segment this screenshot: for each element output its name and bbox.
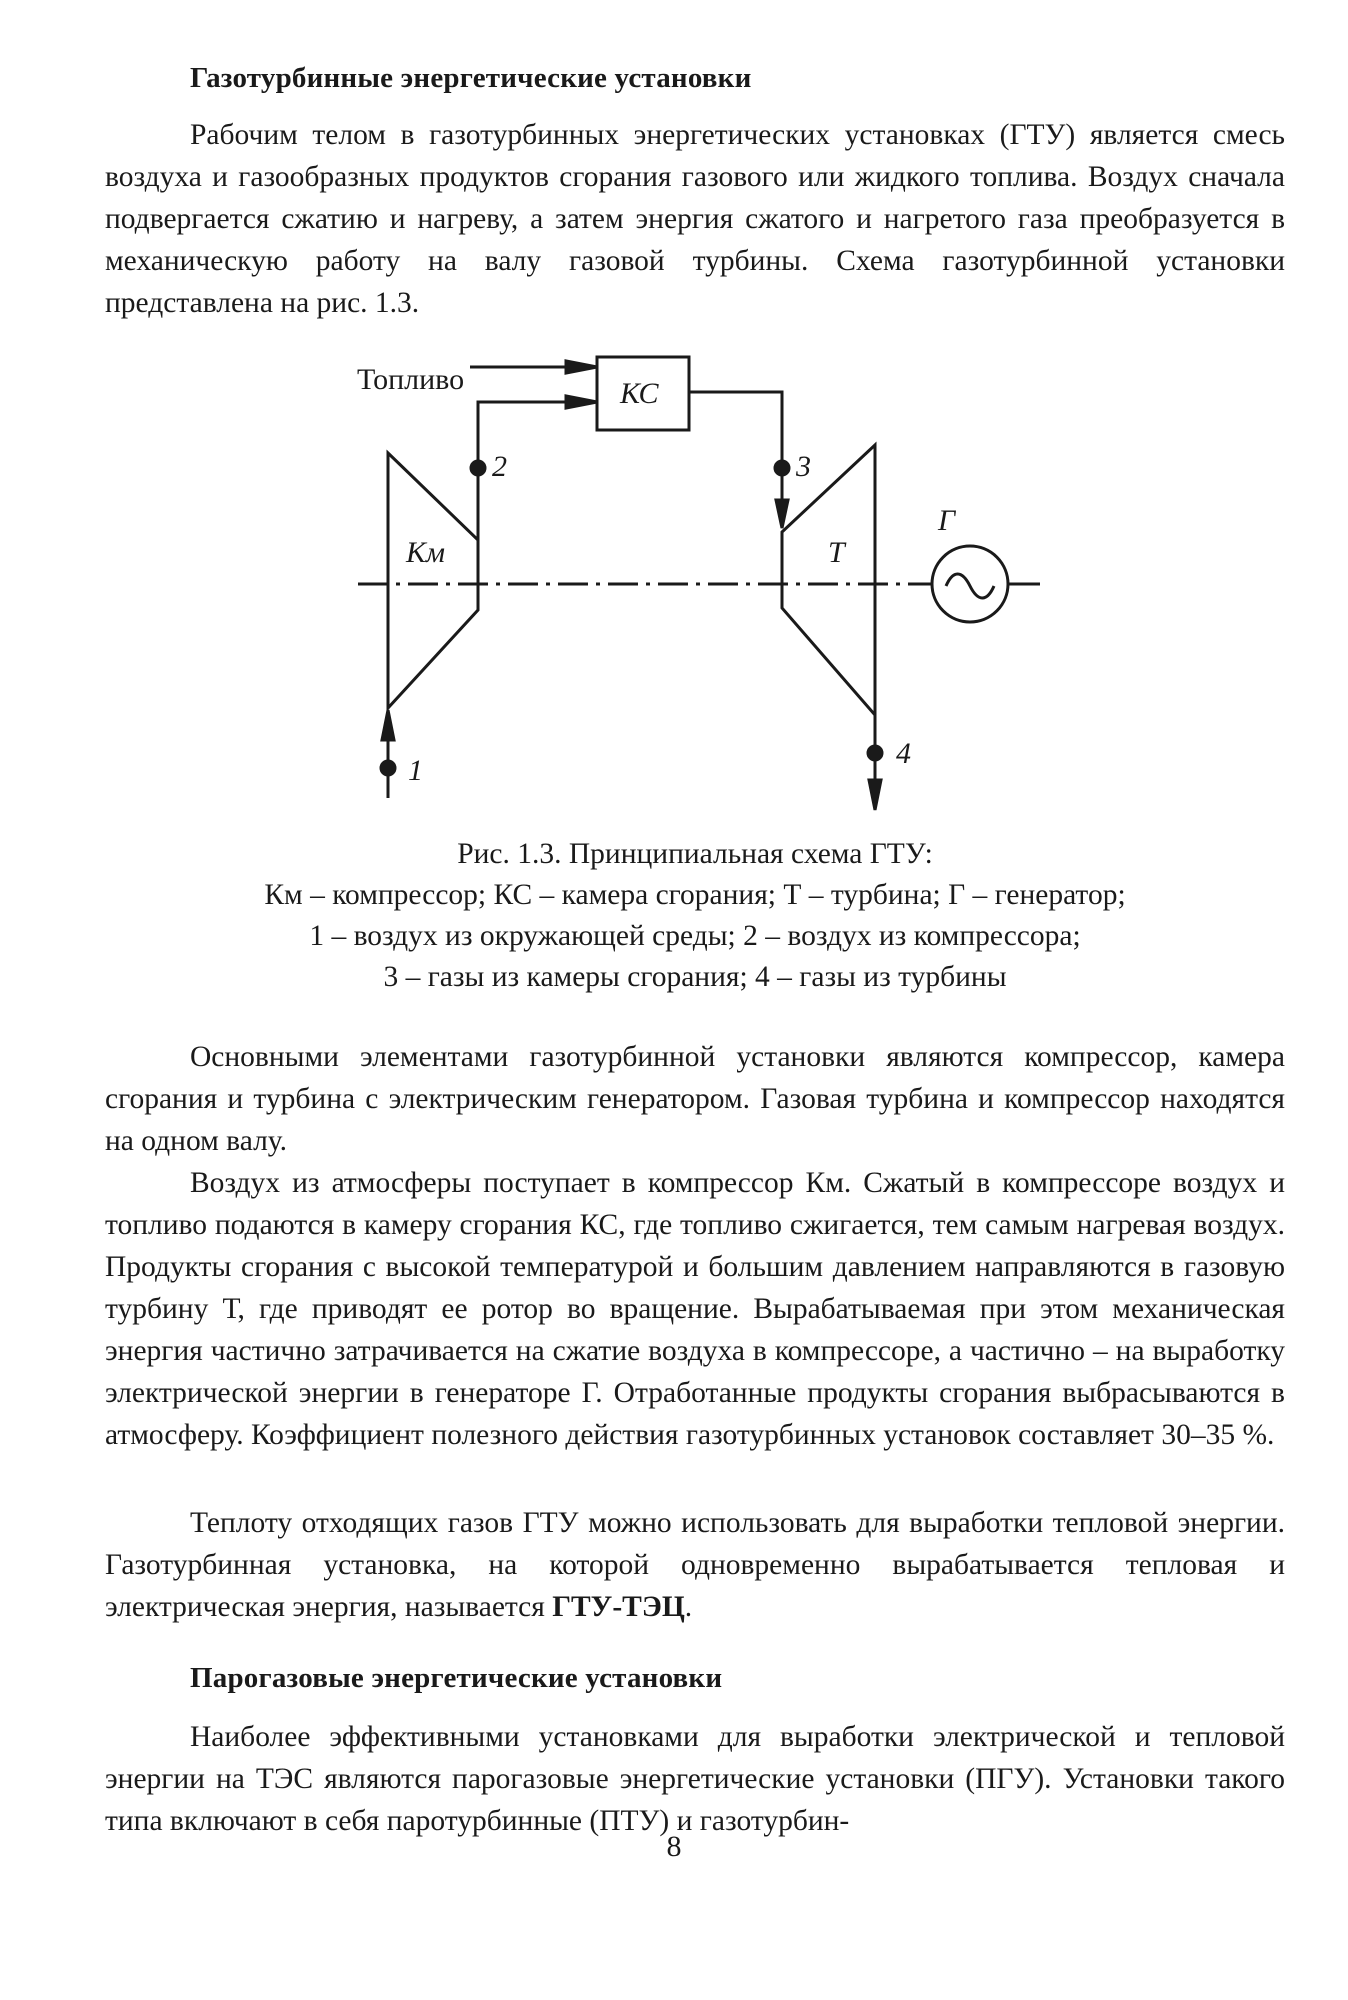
paragraph-cogeneration [105, 1502, 1285, 1628]
point-1-label: 1 [408, 754, 423, 787]
fuel-arrow-head [566, 361, 597, 373]
paragraph-elements: Основными элементами газотурбинной установки являются компрессор, камера сгорания и турбина с электрическим генератором. Газовая турбина и компрессор находятся на одном валу. [105, 1041, 1285, 1157]
gtu-tec-term: ГТУ-ТЭЦ [552, 1591, 685, 1623]
point-4-dot [868, 746, 882, 760]
point-2-dot [471, 461, 485, 475]
cogeneration-text: Теплоту отходящих газов ГТУ можно использовать для выработки тепловой энергии. Газотурбинная установка, на которой одновременно вырабатывается тепловая и электрическая энергия, называется [105, 1507, 1285, 1623]
generator-label: Г [938, 504, 956, 537]
caption-title: Рис. 1.3. Принципиальная схема ГТУ: [457, 838, 933, 870]
inlet-air-arrow-head [382, 710, 394, 740]
paragraph-intro: Рабочим телом в газотурбинных энергетических установках (ГТУ) является смесь воздуха и газообразных продуктов сгорания газового или жидкого топлива. Воздух сначала подвергается сжатию и нагреву, а затем энергия сжатого и нагретого газа преобразуется в механическую работу на валу газовой турбины. Схема газотурбинной установки представлена на рис. 1.3. [105, 119, 1285, 319]
figure-caption [105, 834, 1285, 998]
section-heading-pgu: Парогазовые энергетические установки [190, 1662, 723, 1694]
turbine-label: Т [828, 536, 845, 569]
section-heading-gtu: Газотурбинные энергетические установки [190, 62, 752, 94]
caption-line-3: 3 – газы из камеры сгорания; 4 – газы из турбины [383, 961, 1007, 993]
generator-sine-icon [946, 574, 994, 598]
exhaust-arrow-head [869, 780, 881, 810]
compressor-shape [388, 453, 478, 708]
point-3-dot [775, 461, 789, 475]
caption-line-2: 1 – воздух из окружающей среды; 2 – воздух из компрессора; [309, 920, 1081, 952]
compressed-air-arrow-head [566, 396, 597, 408]
hot-gas-arrow-head [776, 500, 788, 528]
gtu-schematic-figure [0, 350, 1348, 840]
turbine-shape [782, 445, 875, 715]
point-3-label: 3 [796, 450, 811, 483]
compressor-label: Км [406, 536, 446, 569]
combustion-chamber-label: КС [620, 377, 659, 410]
fuel-label: Топливо [357, 363, 465, 396]
page-number: 8 [666, 1830, 682, 1863]
hot-gas-line [689, 392, 782, 522]
point-2-label: 2 [492, 450, 507, 483]
paragraph-process: Воздух из атмосферы поступает в компрессор Км. Сжатый в компрессоре воздух и топливо подаются в камеру сгорания КС, где топливо сжигается, тем самым нагревая воздух. Продукты сгорания с высокой температурой и большим давлением направляются в газовую турбину Т, где приводят ее ротор во вращение. Вырабатываемая при этом механическая энергия частично затрачивается на сжатие воздуха в компрессоре, а частично – на выработку электрической энергии в генераторе Г. Отработанные продукты сгорания выбрасываются в атмосферу. Коэффициент полезного действия газотурбинных установок составляет 30–35 %. [105, 1167, 1285, 1451]
cogeneration-period: . [684, 1591, 693, 1623]
point-4-label: 4 [896, 737, 911, 770]
paragraph-pgu-intro: Наиболее эффективными установками для выработки электрической и тепловой энергии на ТЭС являются парогазовые энергетические установки (ПГУ). Установки такого типа включают в себя паротурбинные (ПТУ) и газотурбин- [105, 1721, 1285, 1837]
caption-line-1: Км – компрессор; КС – камера сгорания; Т – турбина; Г – генератор; [264, 879, 1126, 911]
point-1-dot [381, 761, 395, 775]
